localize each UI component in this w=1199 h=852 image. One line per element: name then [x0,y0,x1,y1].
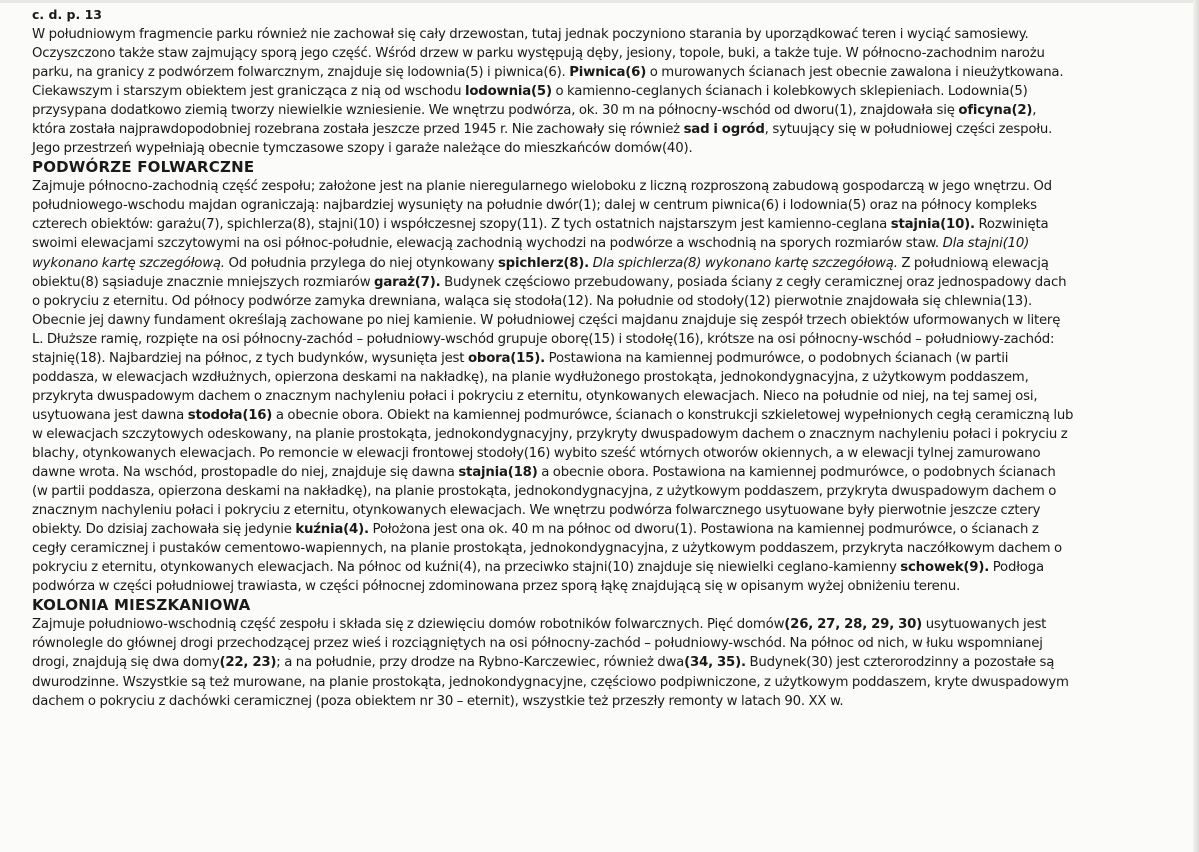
bold-object-name: (22, 23) [219,655,277,671]
text-run: Zajmuje północno-zachodnią część zespołu; założone jest na planie nieregularnego wieloboku z liczną rozproszoną zabudową gospodarczą w jego wnętrzu. Od [32,179,1052,195]
text-run: Budynek częściowo przebudowany, posiada ściany z cegły ceramicznej oraz jednospadowy dach [440,274,1067,290]
text-line [32,577,1192,596]
text-line [32,330,1192,349]
bold-object-name: oficyna(2) [958,103,1033,119]
text-run: Oczyszczono także staw zajmujący sporą jego część. Wśród drzew w parku występują dęby, jesiony, topole, buki, a także tuje. W północno-zachodnim narożu [32,46,1045,62]
text-line [32,196,1192,215]
text-line [32,215,1192,234]
bold-object-name: garaż(7). [374,274,441,290]
text-run: Podłoga [989,560,1044,576]
bold-object-name: Piwnica(6) [569,65,647,81]
text-run: w elewacjach szczytowych odeskowany, na planie prostokąta, jednokondygnacyjny, przykryty dwuspadowym dachem o znacznym nachyleniu połaci i pokryciu z [32,426,1068,442]
text-run: czterech obiektów: garażu(7), spichlerza(8), stajni(10) i współczesnej szopy(11). Z tych ostatnich najstarszym jest kamienno-ceglana [32,217,891,233]
text-line [32,463,1192,482]
bold-object-name: stodoła(16) [187,407,273,423]
text-run: Zajmuje południowo-wschodnią część zespołu i składa się z dziewięciu domów robotników folwarcznych. Pięć domów [32,617,785,633]
text-run: swoimi elewacjami szczytowymi na osi północ-południe, elewacją zachodnią wychodzi na podwórze a wschodnią na sporych rozmiarów staw. [32,236,943,252]
italic-note: Dla spichlerza(8) wykonano kartę szczegółową. [592,255,898,271]
italic-note: Dla stajni(10) [942,236,1030,252]
text-run: , sytuujący się w południowej części zespołu. [764,122,1053,138]
text-line [32,425,1192,444]
scan-right-edge [1193,0,1199,852]
text-run: Jego przestrzeń wypełniają obecnie tymczasowe szopy i garaże należące do mieszkańców domów(40). [32,141,693,157]
text-run: równolegle do głównej drogi przechodzącej przez wieś i rozciągniętych na osi północny-zachód – południowy-wschód. Na północ od nich, w łuku wspomnianej [32,636,1043,652]
text-run: obiektu(8) sąsiaduje znacznie mniejszych rozmiarów [32,274,375,290]
text-line [32,653,1192,672]
text-run: przysypana dodatkowo ziemią tworzy niewielkie wzniesienie. We wnętrzu podwórza, ok. 30 m na północny-wschód od dworu(1), znajdowała się [32,103,959,119]
bold-object-name: (26, 27, 28, 29, 30) [784,617,923,633]
text-run: przykryta dwuspadowym dachem o znacznym nachyleniu połaci i pokryciu z eternitu, otynkowanych elewacjach. Nieco na południe od niej, na tej samej osi, [32,388,1038,404]
text-line [32,311,1192,330]
text-line [32,501,1192,520]
text-run: Postawiona na kamiennej podmurówce, o podobnych ścianach (w partii [544,350,1009,366]
text-run: Budynek(30) jest czterorodzinny a pozostałe są [745,655,1055,671]
bold-object-name: obora(15). [467,350,545,366]
text-run: dawne wrota. Na wschód, prostopadle do niej, znajduje się dawna [32,465,459,481]
text-run: podwórza w części południowej trawiasta, w części północnej zdominowana przez sporą łąkę znajdującą się w opisanym wyżej obniżeniu terenu. [32,579,961,595]
text-run: (w partii poddasza, opierzona deskami na nakładkę), na planie prostokąta, jednokondygnacyjna, z użytkowym poddaszem, przykryta dwuspadowym dachem o [32,484,1057,500]
scan-top-edge [0,0,1199,3]
intro-paragraph [32,25,1192,158]
text-line [32,44,1192,63]
text-run: usytuowana jest dawna [32,407,188,423]
text-run: blachy, otynkowanych elewacjach. Po remoncie w elewacji frontowej stodoły(16) wybito sześć wtórnych otworów okiennych, a w elewacji tylnej zamurowano [32,445,1041,461]
text-run: obiekty. Do dzisiaj zachowała się jedynie [32,522,296,538]
text-line [32,63,1192,82]
text-line [32,482,1192,501]
text-run: dwurodzinne. Wszystkie są też murowane, na planie prostokąta, jednokondygnacyjne, częściowo podpiwniczone, z użytkowym poddaszem, kryte dwuspadowym [32,674,1069,690]
section-heading-podworze: PODWÓRZE FOLWARCZNE [32,158,255,177]
text-run: Od południa przylega do niej otynkowany [224,255,498,271]
text-line [32,520,1192,539]
bold-object-name: kuźnia(4). [295,522,369,538]
text-line [32,139,1192,158]
text-run: o murowanych ścianach jest obecnie zawalona i nieużytkowana. [646,65,1064,81]
text-run: Rozwinięta [974,217,1049,233]
text-line [32,444,1192,463]
section-heading-kolonia: KOLONIA MIESZKANIOWA [32,596,251,615]
text-run: o pokryciu z eternitu. Od północy podwórze zamyka drewniana, waląca się stodoła(12). Na południe od stodoły(12) pierwotnie znajdowała się chlewnia(13). [32,293,1033,309]
text-line [32,177,1192,196]
text-line [32,120,1192,139]
text-run: ; a na południe, przy drodze na Rybno-Karczewiec, również dwa [276,655,685,671]
kolonia-paragraph [32,615,1192,710]
text-line [32,234,1192,253]
text-run: cegły ceramicznej i pustaków cementowo-wapiennych, na planie prostokąta, jednokondygnacyjna, z użytkowym poddaszem, przykryta naczółkowym dachem o [32,541,1062,557]
text-run: pokryciu z eternitu, otynkowanych elewacjach. Na północ od kuźni(4), na przeciwko stajni(10) znajduje się niewielki ceglano-kamienny [32,560,901,576]
text-line [32,387,1192,406]
bold-object-name: schowek(9). [900,560,990,576]
text-run: W południowym fragmencie parku również nie zachował się cały drzewostan, tutaj jednak poczyniono starania by uporządkować teren i wyciąć samosiewy. [32,27,1029,42]
text-line [32,634,1192,653]
text-line [32,349,1192,368]
text-run: o kamienno-ceglanych ścianach i kolebkowych sklepieniach. Lodownia(5) [551,84,1028,100]
bold-object-name: stajnia(10). [890,217,975,233]
text-run: Położona jest ona ok. 40 m na północ od dworu(1). Postawiona na kamiennej podmurówce, o ścianach z [368,522,1039,538]
text-run: stajnię(18). Najbardziej na północ, z tych budynków, wysunięta jest [32,350,468,366]
bold-object-name: (34, 35). [684,655,746,671]
podworze-paragraph [32,177,1192,596]
bold-object-name: lodownia(5) [464,84,552,100]
text-line [32,25,1192,44]
text-line [32,273,1192,292]
bold-object-name: sad i ogród [683,122,765,138]
text-run: L. Dłuższe ramię, rozpięte na osi północny-zachód – południowy-wschód grupuje oborę(15) i stodołę(16), krótsze na osi północny-wschód – południowy-zachód: [32,331,1055,347]
text-run: dachem o pokryciu z dachówki ceramicznej (poza obiektem nr 30 – eternit), wszystkie też przeszły remonty w latach 90. XX w. [32,693,844,709]
text-run: poddasza, w elewacjach wzdłużnych, opierzona deskami na nakładkę), na planie wydłużonego prostokąta, jednokondygnacyjna, z użytkowym poddaszem, [32,369,1029,385]
text-run: południowego-wschodu majdan ograniczają: najbardziej wysunięty na południe dwór(1); dalej w centrum piwnica(6) i lodownia(5) oraz na północy kompleks [32,198,1037,214]
text-line [32,558,1192,577]
text-run: usytuowanych jest [922,617,1047,633]
text-line [32,101,1192,120]
text-run: parku, na granicy z podwórzem folwarcznym, znajduje się lodownia(5) i piwnica(6). [32,65,570,81]
bold-object-name: stajnia(18) [458,465,538,481]
italic-note: wykonano kartę szczegółową. [32,255,225,271]
text-run: a obecnie obora. Obiekt na kamiennej podmurówce, ścianach o konstrukcji szkieletowej wypełnionych cegłą ceramiczną lub [272,407,1074,423]
text-run: która została najprawdopodobniej rozebrana została jeszcze przed 1945 r. Nie zachowały się również [32,122,684,138]
text-line [32,615,1192,634]
text-line [32,292,1192,311]
text-run: Obecnie jej dawny fundament określają zachowane po niej kamienie. W południowej części majdanu znajduje się zespół trzech obiektów uformowanych w literę [32,312,1061,328]
text-run: drogi, znajdują się dwa domy [32,655,220,671]
text-line [32,406,1192,425]
text-line [32,673,1192,692]
text-run: a obecnie obora. Postawiona na kamiennej podmurówce, o podobnych ścianach [537,465,1056,481]
text-run: Ciekawszym i starszym obiektem jest granicząca z nią od wschodu [32,84,465,100]
text-line [32,692,1192,711]
text-line [32,368,1192,387]
text-run: , [1032,103,1037,119]
bold-object-name: spichlerz(8). [497,255,590,271]
text-line [32,539,1192,558]
document-page [32,5,1192,711]
text-run: znacznym nachyleniu połaci i pokryciu z eternitu, otynkowanych elewacjach. We wnętrzu podwórza folwarcznego usytuowane były pierwotnie jeszcze cztery [32,503,1041,519]
text-line [32,82,1192,101]
text-run: Z południową elewacją [897,255,1049,271]
page-number: c. d. p. 13 [32,7,103,22]
text-line [32,254,1192,273]
